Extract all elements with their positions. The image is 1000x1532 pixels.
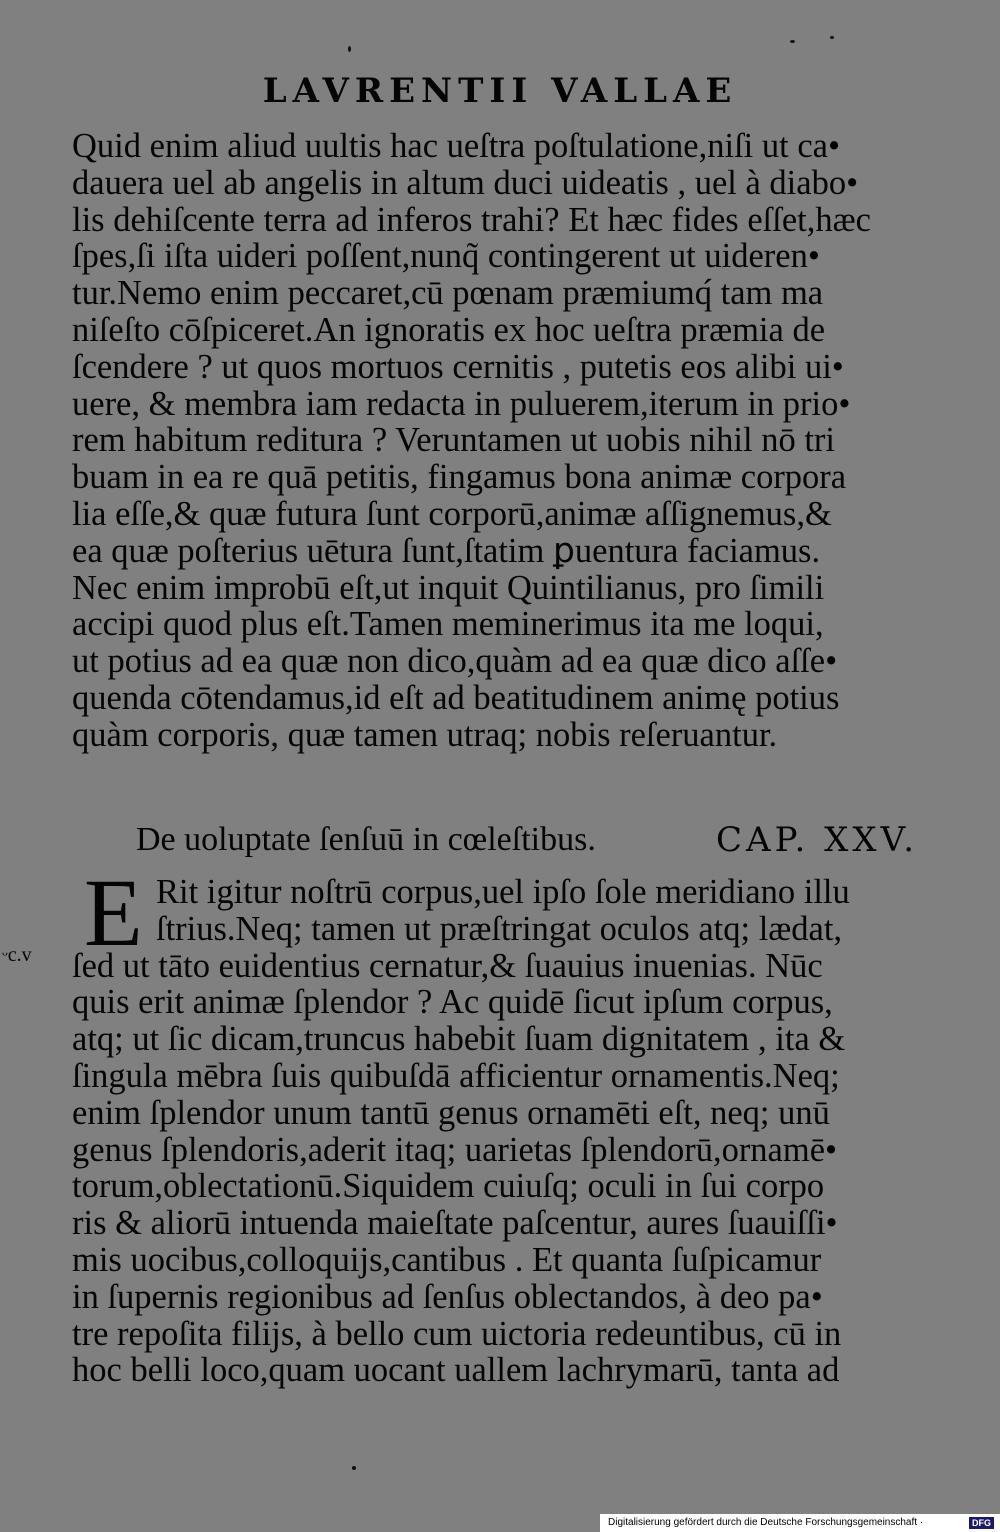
text-line: dauera uel ab angelis in altum duci uideatis , uel à diabo• [72, 163, 859, 202]
paragraph-1 [72, 128, 932, 754]
text-line: rem habitum reditura ? Veruntamen ut uobis nihil nō tri [72, 421, 835, 460]
text-line: ea quæ poſterius uētura ſunt,ſtatim ꝑuentura faciamus. [72, 531, 821, 570]
paragraph-2 [72, 874, 932, 1389]
text-line: enim ſplendor unum tantū genus ornamēti eſt, neq; unū [72, 1093, 830, 1132]
text-line: Quid enim aliud uultis hac ueſtra poſtulatione,niſi ut ca• [72, 127, 841, 165]
text-line: genus ſplendoris,aderit itaq; uarietas ſplendorū,ornamē• [72, 1130, 838, 1169]
text-line: ſed ut tāto euidentius cernatur,& ſuauius inuenias. Nūc [72, 946, 823, 985]
dfg-logo: DFG [969, 1517, 994, 1529]
text-line: tre repoſita filijs, à bello cum uictoria redeuntibus, cū in [72, 1314, 842, 1353]
chapter-title: De uoluptate ſenſuū in cœleſtibus. [136, 821, 596, 858]
footer-band [600, 1514, 1000, 1532]
text-line: lis dehiſcente terra ad inferos trahi? Et hæc fides eſſet,hæc [72, 200, 871, 239]
text-line: quis erit animæ ſplendor ? Ac quidē ſicut ipſum corpus, [72, 983, 833, 1022]
ink-speck [352, 1466, 356, 1470]
text-line: Rit igitur noſtrū corpus,uel ipſo ſole meridiano illu [156, 873, 850, 911]
chapter-heading [136, 816, 936, 864]
text-line: lia eſſe,& quæ futura ſunt corporū,animæ aſſignemus,& [72, 494, 832, 533]
running-head: LAVRENTII VALLAE [262, 71, 738, 111]
text-line: ſcendere ? ut quos mortuos cernitis , putetis eos alibi ui• [72, 347, 844, 386]
text-line: atq; ut ſic dicam,truncus habebit ſuam dignitatem , ita & [72, 1020, 846, 1059]
ink-speck [830, 36, 834, 39]
text-line: ſpes,ſi iſta uideri poſſent,nunq̃ contingerent ut uideren• [72, 237, 820, 276]
drop-capital: E [84, 859, 143, 966]
text-line: buam in ea re quā petitis, fingamus bona animæ corpora [72, 458, 847, 497]
text-line: accipi quod plus eſt.Tamen meminerimus ita me loqui, [72, 605, 824, 644]
text-line: ut potius ad ea quæ non dico,quàm ad ea quæ dico aſſe• [72, 642, 838, 681]
text-line: ſtrius.Neq; tamen ut præſtringat oculos atq; lædat, [156, 909, 843, 948]
text-line: quàm corporis, quæ tamen utraq; nobis reſeruantur. [72, 715, 778, 754]
chapter-number: CAP. XXV. [716, 820, 918, 860]
text-line: hoc belli loco,quam uocant uallem lachrymarū, tanta ad [72, 1351, 840, 1390]
text-line: mis uocibus,colloquijs,cantibus . Et quanta ſuſpicamur [72, 1240, 822, 1279]
text-line: ris & aliorū intuenda maieſtate paſcentur, aures ſuauiſſi• [72, 1204, 838, 1243]
text-line: ſingula mēbra ſuis quibuſdā afficientur ornamentis.Neq; [72, 1056, 840, 1095]
text-line: quenda cōtendamus,id eſt ad beatitudinem animę potius [72, 678, 840, 717]
text-line: Nec enim improbū eſt,ut inquit Quintilianus, pro ſimili [72, 568, 825, 607]
margin-mark: ᵕc.v [2, 944, 32, 966]
ink-speck [348, 46, 351, 52]
footer-credit: Digitalisierung gefördert durch die Deutsche Forschungsgemeinschaft · [608, 1517, 924, 1528]
text-line: niſeſto cōſpiceret.An ignoratis ex hoc ueſtra præmia de [72, 310, 826, 349]
text-line: uere, & membra iam redacta in puluerem,iterum in prio• [72, 384, 851, 423]
text-line: torum,oblectationū.Siquidem cuiuſq; oculi in ſui corpo [72, 1167, 825, 1206]
text-line: tur.Nemo enim peccaret,cū pœnam præmiumq́ tam ma [72, 274, 824, 313]
ink-speck [790, 40, 795, 43]
text-line: in ſupernis regionibus ad ſenſus oblectandos, à deo pa• [72, 1277, 823, 1316]
